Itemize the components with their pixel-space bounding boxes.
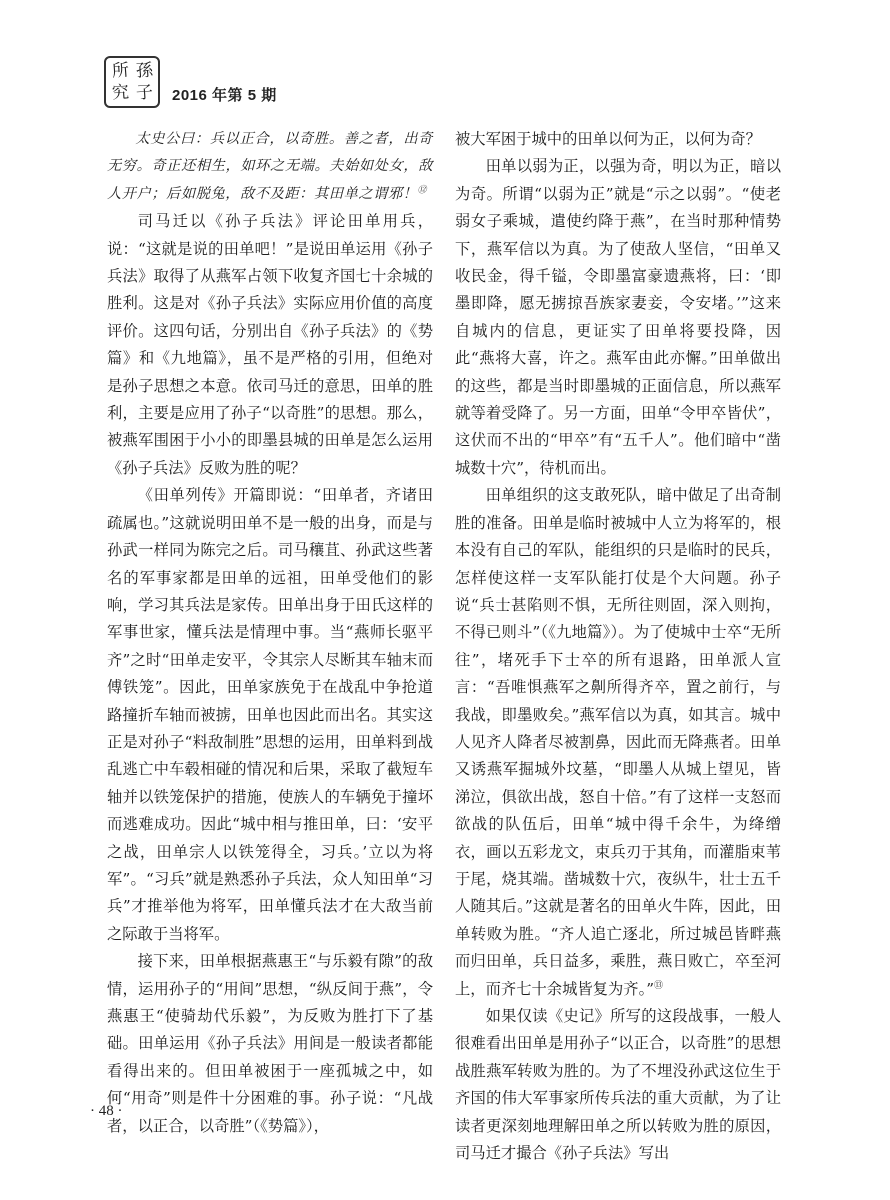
logo-char: 所: [110, 59, 130, 82]
page-number: · 48 ·: [90, 1103, 123, 1119]
footnote-marker: ⑫: [417, 185, 428, 196]
journal-logo: [104, 56, 160, 108]
paragraph: 《田单列传》开篇即说：“田单者，齐诸田疏属也。”这就说明田单不是一般的出身，而是与孙武一样同为陈完之后。司马穰苴、孙武这些著名的军事家都是田单的远祖，田单受他们的影响，学习其兵法是家传。田单出身于田氏这样的军事世家，懂兵法是情理中事。当“燕师长驱平齐”之时“田单走安平，令其宗人尽断其车轴末而傅铁笼”。因此，田单家族免于在战乱中争抢道路撞折车轴而被掳，田单也因此而出名。其实这正是对孙子“料敌制胜”思想的运用，田单料到战乱逃亡中车毂相碰的情况和后果，采取了截短车轴并以铁笼保护的措施，使族人的车辆免于撞坏而逃难成功。因此“城中相与推田单，曰：‘安平之战，田单宗人以铁笼得全，习兵。’立以为将军”。“习兵”就是熟悉孙子兵法，众人知田单“习兵”才推举他为将军，田单懂兵法才在大敌当前之际敢于当将军。: [107, 486, 433, 943]
quote-text: 太史公曰：兵以正合，以奇胜。善之者，出奇无穷。奇正还相生，如环之无端。夫始如处女，敌人开户；后如脱兔，敌不及距：其田单之谓邪！: [107, 131, 433, 202]
paragraph: 如果仅读《史记》所写的这段战事，一般人很难看出田单是用孙子“以正合，以奇胜”的思想战胜燕军转败为胜的。为了不埋没孙武这位生于齐国的伟大军事家所传兵法的重大贡献，为了让读者更深刻地理解田单之所以转败为胜的原因，司马迁才撮合《孙子兵法》写出: [455, 1007, 781, 1163]
issue-label: 2016 年第 5 期: [172, 87, 277, 104]
paragraph-continued: 被大军困于城中的田单以何为正，以何为奇？: [455, 130, 761, 148]
footnote-marker: ⑬: [654, 980, 664, 991]
logo-char: 究: [110, 81, 130, 104]
page-header: [104, 52, 784, 112]
paragraph: 接下来，田单根据燕惠王“与乐毅有隙”的敌情，运用孙子的“用间”思想，“纵反间于燕”，令燕惠王“使骑劫代乐毅”，为反败为胜打下了基础。田单运用《孙子兵法》用间是一般读者都能看得出来的。但田单被困于一座孤城之中，如何“用奇”则是件十分困难的事。孙子说：“凡战者，以正合，以奇胜”（《势篇》），: [107, 952, 433, 1135]
logo-char: 孫: [134, 59, 154, 82]
paragraph: 田单以弱为正，以强为奇，明以为正，暗以为奇。所谓“以弱为正”就是“示之以弱”。“使老弱女子乘城，遣使约降于燕”，在当时那种情势下，燕军信以为真。为了使敌人坚信，“田单又收民金，得千镒，令即墨富豪遗燕将，曰：‘即墨即降，愿无掳掠吾族家妻妾，令安堵。’”这来自城内的信息，更证实了田单将要投降，因此“燕将大喜，许之。燕军由此亦懈。”田单做出的这些，都是当时即墨城的正面信息，所以燕军就等着受降了。另一方面，田单“令甲卒皆伏”，这伏而不出的“甲卒”有“五千人”。他们暗中“凿城数十穴”，待机而出。: [455, 157, 781, 477]
logo-char: 子: [134, 81, 154, 104]
right-column: [455, 126, 781, 1167]
paragraph-text: 田单组织的这支敢死队，暗中做足了出奇制胜的准备。田单是临时被城中人立为将军的，根本没有自己的军队，能组织的只是临时的民兵，怎样使这样一支军队能打仗是个大问题。孙子说“兵士甚陷则不惧，无所往则固，深入则拘，不得已则斗”（《九地篇》）。为了使城中士卒“无所往”，堵死手下士卒的所有退路，田单派人宣言：“吾唯惧燕军之劓所得齐卒，置之前行，与我战，即墨败矣。”燕军信以为真，如其言。城中人见齐人降者尽被割鼻，因此而无降燕者。田单又诱燕军掘城外坟墓，“即墨人从城上望见，皆涕泣，俱欲出战，怒自十倍。”有了这样一支怒而欲战的队伍后，田单“城中得千余牛，为绛缯衣，画以五彩龙文，束兵刃于其角，而灌脂束苇于尾，烧其端。凿城数十穴，夜纵牛，壮士五千人随其后。”这就是著名的田单火牛阵，因此，田单转败为胜。“齐人追亡逐北，所过城邑皆畔燕而归田单，兵日益多，乘胜，燕日败亡，卒至河上，而齐七十余城皆复为齐。”: [455, 486, 781, 998]
left-column: [107, 126, 433, 1140]
paragraph: [455, 482, 781, 1003]
paragraph: 司马迁以《孙子兵法》评论田单用兵，说：“这就是说的田单吧！”是说田单运用《孙子兵法》取得了从燕军占领下收复齐国七十余城的胜利。这是对《孙子兵法》实际应用价值的高度评价。这四句话，分别出自《孙子兵法》的《势篇》和《九地篇》，虽不是严格的引用，但绝对是孙子思想之本意。依司马迁的意思，田单的胜利，主要是应用了孙子“以奇胜”的思想。那么，被燕军围困于小小的即墨县城的田单是怎么运用《孙子兵法》反败为胜的呢？: [107, 212, 433, 477]
opening-quote: [107, 126, 433, 208]
